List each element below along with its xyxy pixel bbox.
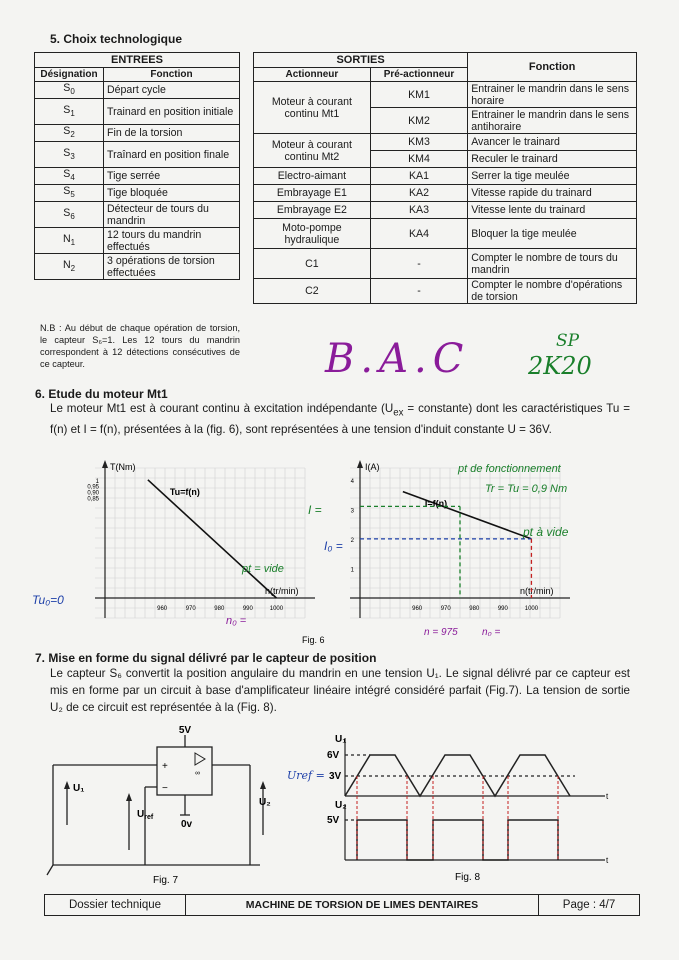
x-tick-label: 990 (242, 606, 253, 612)
y-arrowhead (102, 460, 108, 468)
section6-text-sub: ex (393, 407, 404, 419)
entrees-designation: $S_0$ (35, 82, 104, 99)
sorties-actionneur: C2 (254, 279, 371, 304)
uref-arrowhead (126, 793, 132, 801)
entrees-row (35, 185, 240, 202)
entrees-designation-sub: 1 (70, 108, 75, 118)
entrees-designation: $S_5$ (35, 185, 104, 202)
entrees-designation: $S_6$ (35, 202, 104, 228)
y-tick-label: 3 (350, 508, 354, 515)
y-axis-label: I(A) (365, 462, 380, 472)
opamp-icon (195, 753, 205, 765)
sorties-actionneur: Moto-pompe hydraulique (254, 219, 371, 249)
entrees-title: ENTREES (35, 53, 240, 68)
series-label: Tu=f(n) (169, 486, 200, 497)
fig7-0v: 0v (181, 819, 193, 830)
i0-note: I₀ = (324, 539, 343, 553)
series-line (148, 480, 277, 598)
footer-center: MACHINE DE TORSION DE LIMES DENTAIRES (186, 895, 539, 915)
entrees-row (35, 254, 240, 280)
entrees-designation: $N_1$ (35, 228, 104, 254)
section7-title: 7. Mise en forme du signal délivré par le capteur de position (35, 651, 377, 665)
x-axis-label: n(tr/min) (265, 586, 299, 596)
y-tick-label: 0,85 (87, 496, 99, 503)
col-designation: Désignation (35, 68, 104, 82)
sorties-actionneur: Embrayage E2 (254, 202, 371, 219)
section6-text-a: Le moteur Mt1 est à courant continu à excitation indépendante (U (50, 402, 394, 415)
fig8-3v: 3V (329, 771, 342, 782)
fig6-label: Fig. 6 (302, 635, 325, 645)
fig7-u1: U₁ (73, 783, 85, 794)
sorties-actionneur: Moteur à courant continu Mt1 (254, 82, 371, 134)
tr-note: Tr = Tu = 0,9 Nm (485, 483, 568, 495)
entrees-fonction: Tige bloquée (104, 185, 240, 202)
entrees-designation: $S_2$ (35, 125, 104, 142)
entrees-designation-sub: 2 (70, 130, 75, 140)
x-tick-label: 980 (469, 606, 480, 612)
sorties-table (253, 52, 637, 304)
section6-text-b: = constante) dont les caractéristiques Tu = f(n) et I = f(n), présentées à la (fig. 6), sont représentées à une tension d'induit constante U = 36V. (50, 402, 630, 437)
entrees-row (35, 142, 240, 168)
fig7-inf: ∞ (195, 770, 200, 777)
sorties-fonction: Vitesse lente du trainard (468, 202, 637, 219)
x-tick-label: 960 (157, 606, 168, 612)
fig7-plus: + (162, 761, 168, 772)
sorties-row (254, 82, 637, 108)
entrees-table (34, 52, 240, 280)
x-tick-label: 970 (440, 606, 451, 612)
footer-right: Page : 4/7 (562, 899, 616, 911)
entrees-fonction: Tige serrée (104, 168, 240, 185)
section7-text: Le capteur S₆ convertit la position angulaire du mandrin en une tension U₁. Le signal délivré par ce capteur est mis en forme par un circuit à base d'amplificateur linéaire intégré considéré parfait (Fig.7). La tension de sortie U₂ de ce circuit est représentée à la (Fig. 8). (50, 667, 630, 714)
fig7-uref: $U_{ref}$ (137, 809, 154, 821)
sorties-actionneur: Moteur à courant continu Mt2 (254, 134, 371, 168)
entrees-designation-sub: 4 (70, 173, 75, 183)
sorties-fonction: Entrainer le mandrin dans le sens antihoraire (468, 108, 637, 134)
year-annotation: 2K20 (528, 352, 592, 380)
footer-left: Dossier technique (45, 895, 186, 915)
tu0-note: Tu₀=0 (32, 593, 64, 607)
y-tick-label: 1 (350, 567, 354, 574)
entrees-row (35, 168, 240, 185)
sorties-preactionneur: KM1 (370, 82, 467, 108)
sorties-preactionneur: - (370, 249, 467, 279)
fig8-t2: t (606, 856, 609, 865)
entrees-designation: $S_1$ (35, 99, 104, 125)
fig8-signals (287, 728, 615, 888)
sorties-preactionneur: KA2 (370, 185, 467, 202)
entrees-fonction: 12 tours du mandrin effectués (104, 228, 240, 254)
sorties-preactionneur: KM3 (370, 134, 467, 151)
sorties-actionneur: Embrayage E1 (254, 185, 371, 202)
entrees-fonction: Détecteur de tours du mandrin (104, 202, 240, 228)
y-arrowhead (357, 460, 363, 468)
section6-title: 6. Etude du moteur Mt1 (35, 387, 168, 401)
fig6-charts (30, 458, 650, 648)
sorties-row (254, 249, 637, 279)
sorties-fonction: Reculer le trainard (468, 151, 637, 168)
entrees-designation-sub: 1 (70, 237, 76, 247)
bac-annotation: B.A.C (325, 336, 470, 382)
x-tick-label: 960 (412, 606, 423, 612)
u1-arrowhead (64, 781, 70, 789)
fig8-t1: t (606, 792, 609, 801)
sorties-fonction: Serrer la tige meulée (468, 168, 637, 185)
fig7-5v: 5V (178, 725, 192, 736)
sorties-row (254, 202, 637, 219)
entrees-designation-sub: 5 (70, 190, 75, 200)
series-line (403, 492, 532, 539)
sorties-fonction: Vitesse rapide du trainard (468, 185, 637, 202)
sorties-row (254, 279, 637, 304)
x-tick-label: 990 (497, 606, 508, 612)
entrees-fonction: 3 opérations de torsion effectuées (104, 254, 240, 280)
u1-trapezoid-wave (345, 755, 570, 796)
x-tick-label: 1000 (269, 606, 284, 612)
sorties-fonction: Avancer le trainard (468, 134, 637, 151)
entrees-designation-sub: 6 (70, 211, 75, 221)
entrees-row (35, 228, 240, 254)
fig8-uref-note: Uref = (287, 769, 325, 782)
col-preactionneur: Pré-actionneur (370, 68, 467, 82)
footer (44, 894, 640, 916)
sorties-fonction: Entrainer le mandrin dans le sens horaire (468, 82, 637, 108)
fig7-u2: U₂ (259, 797, 271, 808)
section5-title: 5. Choix technologique (50, 32, 183, 46)
fig8-6v: 6V (327, 750, 340, 761)
vide-note-2: pt à vide (523, 525, 569, 539)
fig8-u2: U₂ (335, 800, 347, 811)
n0-note-1: n₀ = (226, 615, 247, 627)
section6-text (50, 400, 630, 438)
entrees-fonction: Départ cycle (104, 82, 240, 99)
fig7-circuit (45, 725, 295, 890)
sorties-preactionneur: KA1 (370, 168, 467, 185)
u2-square-wave (357, 820, 558, 860)
u2-arrowhead (260, 781, 266, 789)
sorties-actionneur: C1 (254, 249, 371, 279)
sorties-fonction: Bloquer la tige meulée (468, 219, 637, 249)
fig8-label: Fig. 8 (455, 872, 481, 883)
sorties-fonction: Compter le nombre de tours du mandrin (468, 249, 637, 279)
sorties-preactionneur: KA3 (370, 202, 467, 219)
sorties-preactionneur: KA4 (370, 219, 467, 249)
earth-mark (47, 865, 53, 875)
y-tick-label: 2 (350, 537, 354, 544)
fig7-label: Fig. 7 (153, 875, 179, 886)
fig7-minus: − (162, 783, 168, 794)
entrees-row (35, 125, 240, 142)
y-tick-label: 0,90 (87, 490, 99, 497)
col-actionneur: Actionneur (254, 68, 371, 82)
x-axis-label: n(tr/min) (520, 586, 554, 596)
sorties-row (254, 168, 637, 185)
fig8-5v: 5V (327, 815, 340, 826)
entrees-row (35, 202, 240, 228)
entrees-designation: $N_2$ (35, 254, 104, 280)
col-fonction-sorties: Fonction (468, 53, 637, 82)
sorties-preactionneur: KM4 (370, 151, 467, 168)
sorties-title: SORTIES (254, 53, 468, 68)
i-note: I = (308, 503, 322, 517)
vide-note-1: pt = vide (242, 563, 284, 575)
entrees-designation-sub: 2 (70, 263, 76, 273)
nb-note: N.B : Au début de chaque opération de torsion, le capteur S₆=1. Les 12 tours du mandrin correspondent à 12 détections consécutives de ce capteur. (40, 323, 240, 369)
fig8-u1: U₁ (335, 734, 347, 745)
n0-note-2: n₀ = (482, 627, 501, 638)
sp-annotation: SP (556, 331, 580, 351)
y-axis-label: T(Nm) (110, 462, 136, 472)
entrees-designation: $S_3$ (35, 142, 104, 168)
entrees-row (35, 82, 240, 99)
entrees-designation-sub: 3 (70, 151, 75, 161)
x-tick-label: 980 (214, 606, 225, 612)
series-label: I=f(n) (424, 498, 448, 509)
entrees-designation-sub: 0 (70, 87, 75, 97)
entrees-fonction: Fin de la torsion (104, 125, 240, 142)
sorties-row (254, 134, 637, 151)
entrees-designation: $S_4$ (35, 168, 104, 185)
sorties-preactionneur: KM2 (370, 108, 467, 134)
x-tick-label: 1000 (524, 606, 539, 612)
x-tick-label: 970 (185, 606, 196, 612)
y-tick-label: 0,95 (87, 484, 99, 491)
sorties-preactionneur: - (370, 279, 467, 304)
sorties-fonction: Compter le nombre d'opérations de torsion (468, 279, 637, 304)
entrees-row (35, 99, 240, 125)
n-note: n = 975 (424, 627, 458, 638)
sorties-row (254, 185, 637, 202)
entrees-fonction: Traînard en position finale (104, 142, 240, 168)
pf-note: pt de fonctionnement (458, 463, 561, 475)
entrees-fonction: Trainard en position initiale (104, 99, 240, 125)
y-tick-label: 1 (95, 478, 99, 485)
col-fonction: Fonction (104, 68, 240, 82)
sorties-row (254, 219, 637, 249)
y-tick-label: 4 (350, 478, 354, 485)
sorties-actionneur: Electro-aimant (254, 168, 371, 185)
